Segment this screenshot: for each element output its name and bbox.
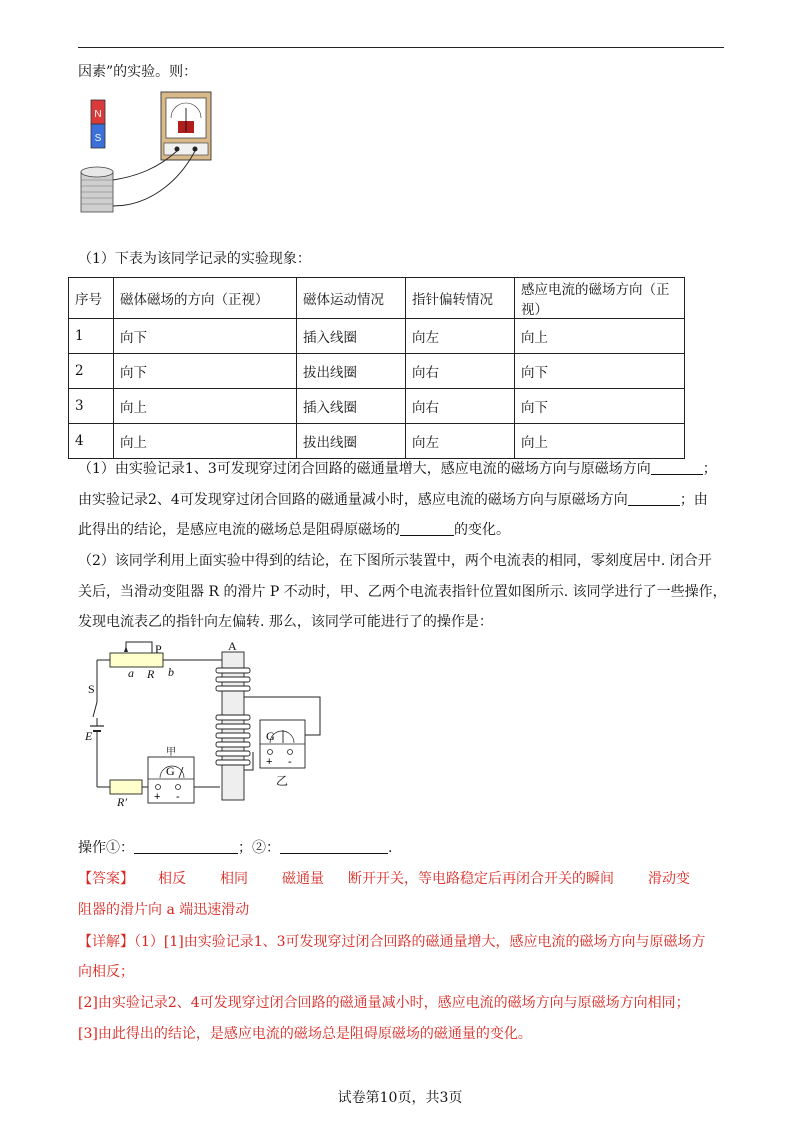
- table-cell: 1: [69, 319, 114, 354]
- q2-line-2: 关后，当滑动变阻器 R 的滑片 P 不动时，甲、乙两个电流表指针位置如图所示. 该同学进行了一些操作，: [78, 584, 727, 600]
- slider-p-arrow: [124, 646, 128, 652]
- table-cell: 4: [69, 424, 114, 459]
- table-cell: 向下: [114, 354, 297, 389]
- header-rule: [78, 47, 724, 48]
- q1-line-1: [78, 459, 717, 479]
- rheostat-r-prime: [110, 780, 142, 794]
- table-cell: 向左: [406, 319, 515, 354]
- answer-item: 断开开关，等电路稳定后再闭合开关的瞬间: [348, 871, 614, 887]
- table-cell: 插入线圈: [297, 319, 406, 354]
- table-header-cell: 序号: [69, 278, 114, 319]
- q1-line-3-end: 的变化。: [454, 522, 510, 538]
- detail-line-4: [3]由此得出的结论，是感应电流的磁场总是阻碍原磁场的磁通量的变化。: [78, 1026, 532, 1042]
- label-a: a: [128, 666, 134, 680]
- label-battery-e: E: [85, 729, 93, 743]
- table-cell: 向下: [515, 354, 685, 389]
- table-cell: 向上: [515, 424, 685, 459]
- circuit-diagram: [80, 640, 330, 810]
- observation-table: [68, 277, 685, 459]
- answer-item: 相同: [220, 871, 248, 887]
- answer-blank-2[interactable]: [628, 491, 680, 506]
- q1-intro: （1）下表为该同学记录的实验现象：: [78, 251, 311, 267]
- label-meter-jia: 甲: [166, 747, 176, 758]
- table-header-cell: 指针偏转情况: [406, 278, 515, 319]
- q1-line-2-text: 由实验记录2、4可发现穿过闭合回路的磁通量减小时，感应电流的磁场方向与原磁场方向: [78, 492, 628, 508]
- answer-item: 滑动变: [648, 871, 690, 887]
- operation-blank-2[interactable]: [280, 839, 388, 854]
- label-meter-yi: 乙: [276, 774, 289, 788]
- operation-end: .: [388, 840, 393, 856]
- table-row: [69, 319, 685, 354]
- q1-line-1-text: （1）由实验记录1、3可发现穿过闭合回路的磁通量增大，感应电流的磁场方向与原磁场方向: [78, 461, 651, 477]
- intro-text: 因素”的实验。则：: [78, 64, 198, 80]
- table-cell: 拔出线圈: [297, 424, 406, 459]
- q1-line-3: [78, 520, 510, 540]
- table-cell: 向左: [406, 424, 515, 459]
- coil: [81, 167, 113, 212]
- label-b: b: [168, 665, 174, 679]
- table-cell: 向上: [515, 319, 685, 354]
- operation-blank-1[interactable]: [134, 839, 238, 854]
- q1-line-3-text: 此得出的结论，是感应电流的磁场总是阻碍原磁场的: [78, 522, 400, 538]
- answer-line-2: 阻器的滑片向 a 端迅速滑动: [78, 902, 250, 918]
- q2-line-1: （2）该同学利用上面实验中得到的结论，在下图所示装置中，两个电流表的相同，零刻度居中. 闭合开: [78, 553, 712, 569]
- q2-line-3: 发现电流表乙的指针向左偏转. 那么，该同学可能进行了的操作是：: [78, 614, 493, 630]
- answer-tag: 【答案】: [78, 871, 134, 887]
- table-header-cell: 磁体磁场的方向（正视）: [114, 278, 297, 319]
- meter-yi-plus: +: [266, 756, 273, 768]
- meter-yi-minus: -: [288, 756, 292, 768]
- table-cell: 3: [69, 389, 114, 424]
- detail-line-1: [78, 932, 706, 952]
- answer-item: 相反: [158, 871, 186, 887]
- galvanometer: [161, 92, 211, 160]
- galvanometer-jia: [148, 757, 194, 803]
- meter-jia-minus: -: [176, 791, 180, 803]
- table-cell: 向上: [114, 389, 297, 424]
- table-header-row: [69, 278, 685, 319]
- label-coil-a: A: [228, 640, 237, 653]
- table-cell: 向下: [114, 319, 297, 354]
- label-p: P: [155, 642, 162, 656]
- table-header-cell: 磁体运动情况: [297, 278, 406, 319]
- galvanometer-yi: [260, 720, 305, 768]
- table-row: [69, 424, 685, 459]
- coil-a: [216, 652, 250, 800]
- meter-yi-g: G: [266, 729, 275, 743]
- q1-line-2: [78, 490, 708, 510]
- page-footer: 试卷第10页，共3页: [337, 1090, 463, 1106]
- meter-jia-g: G: [166, 764, 175, 778]
- table-cell: 插入线圈: [297, 389, 406, 424]
- table-row: [69, 354, 685, 389]
- table-cell: 拔出线圈: [297, 354, 406, 389]
- table-cell: 向上: [114, 424, 297, 459]
- q1-line-1-end: ；: [702, 461, 717, 477]
- detail-line-2: 向相反；: [78, 964, 134, 980]
- detail-tag: 【详解】: [78, 934, 134, 950]
- operation-line: [78, 838, 392, 858]
- table-cell: 向右: [406, 354, 515, 389]
- operation-prefix: 操作①：: [78, 840, 134, 856]
- answer-line-1: [78, 869, 690, 889]
- switch-blade: [93, 702, 97, 717]
- table-header-cell: 感应电流的磁场方向（正视）: [515, 278, 685, 319]
- table-cell: 向下: [515, 389, 685, 424]
- magnet-n-label: N: [94, 109, 102, 120]
- magnet-s-label: S: [94, 133, 102, 144]
- answer-blank-3[interactable]: [400, 521, 454, 536]
- label-r-prime: R′: [117, 795, 127, 809]
- table-cell: 2: [69, 354, 114, 389]
- answer-blank-1[interactable]: [651, 460, 703, 475]
- table-row: [69, 389, 685, 424]
- induction-apparatus-figure: [78, 88, 218, 218]
- operation-sep: ；②：: [238, 840, 280, 856]
- bar-magnet: [91, 100, 105, 148]
- meter-jia-plus: +: [154, 791, 161, 803]
- q1-line-2-end: ；由: [679, 492, 708, 508]
- table-cell: 向右: [406, 389, 515, 424]
- label-switch-s: S: [88, 682, 95, 696]
- detail-line-3: [2]由实验记录2、4可发现穿过闭合回路的磁通量减小时，感应电流的磁场方向与原磁场方向相同；: [78, 995, 690, 1011]
- label-r: R: [147, 667, 155, 681]
- detail-text: （1）[1]由实验记录1、3可发现穿过闭合回路的磁通量增大，感应电流的磁场方向与原磁场方: [134, 934, 706, 950]
- answer-item: 磁通量: [282, 871, 324, 887]
